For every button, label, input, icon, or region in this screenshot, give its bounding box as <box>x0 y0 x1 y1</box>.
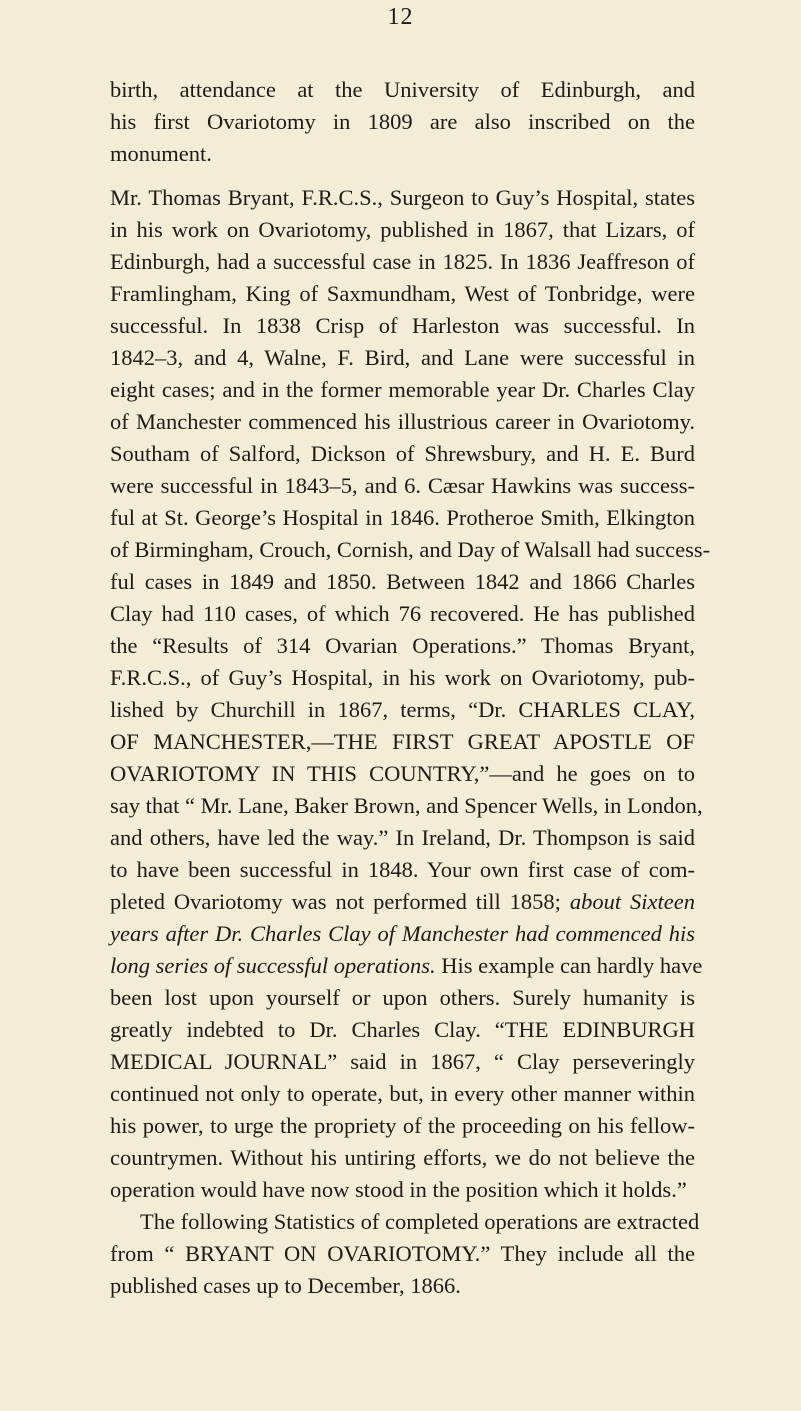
text-line: 1842–3, and 4, Walne, F. Bird, and Lane were successful in <box>110 345 695 370</box>
text-line: been lost upon yourself or upon others. Surely humanity is <box>110 985 695 1010</box>
text-line: MEDICAL JOURNAL” said in 1867, “ Clay perseveringly <box>110 1049 695 1074</box>
text-line <box>110 886 695 918</box>
text-line <box>110 918 695 950</box>
text-line: Mr. Thomas Bryant, F.R.C.S., Surgeon to Guy’s Hospital, states <box>110 185 695 210</box>
text-line: greatly indebted to Dr. Charles Clay. “THE EDINBURGH <box>110 1017 695 1042</box>
text-line: Edinburgh, had a successful case in 1825. In 1836 Jeaffreson of <box>110 249 695 274</box>
text-line: and others, have led the way.” In Ireland, Dr. Thompson is said <box>110 825 695 850</box>
text-line: ful at St. George’s Hospital in 1846. Protheroe Smith, Elkington <box>110 505 695 530</box>
text-line: from “ BRYANT ON OVARIOTOMY.” They include all the <box>110 1241 695 1266</box>
text-span: pleted Ovariotomy was not performed till 1858; <box>110 889 561 914</box>
text-span: His example can hardly have <box>441 953 703 978</box>
text-line: his first Ovariotomy in 1809 are also inscribed on the <box>110 109 695 134</box>
text-line: successful. In 1838 Crisp of Harleston was successful. In <box>110 313 695 338</box>
text-line: lished by Churchill in 1867, terms, “Dr. CHARLES CLAY, <box>110 697 695 722</box>
text-line: Southam of Salford, Dickson of Shrewsbury, and H. E. Burd <box>110 441 695 466</box>
text-line: F.R.C.S., of Guy’s Hospital, in his work on Ovariotomy, pub- <box>110 665 695 690</box>
text-line: countrymen. Without his untiring efforts, we do not believe the <box>110 1145 695 1170</box>
text-line: The following Statistics of completed operations are extracted <box>140 1209 700 1234</box>
text-line: Framlingham, King of Saxmundham, West of Tonbridge, were <box>110 281 695 306</box>
text-line: to have been successful in 1848. Your own first case of com- <box>110 857 695 882</box>
text-line: his power, to urge the propriety of the proceeding on his fellow- <box>110 1113 695 1138</box>
text-line: in his work on Ovariotomy, published in 1867, that Lizars, of <box>110 217 695 242</box>
text-line <box>110 950 703 982</box>
text-line: continued not only to operate, but, in every other manner within <box>110 1081 695 1106</box>
text-line: the “Results of 314 Ovarian Operations.” Thomas Bryant, <box>110 633 695 658</box>
text-line: birth, attendance at the University of Edinburgh, and <box>110 77 695 102</box>
text-line: monument. <box>110 141 212 166</box>
italic-span: years after Dr. Charles Clay of Manchester had commenced his <box>110 921 695 946</box>
text-line: OF MANCHESTER,—THE FIRST GREAT APOSTLE OF <box>110 729 695 754</box>
page-number: 12 <box>387 4 414 30</box>
italic-span: long series of successful operations. <box>110 953 436 978</box>
text-line: were successful in 1843–5, and 6. Cæsar Hawkins was success- <box>110 473 695 498</box>
text-line: say that “ Mr. Lane, Baker Brown, and Spencer Wells, in London, <box>110 793 703 818</box>
text-line: OVARIOTOMY IN THIS COUNTRY,”—and he goes on to <box>110 761 695 786</box>
text-line: Clay had 110 cases, of which 76 recovered. He has published <box>110 601 695 626</box>
text-line: ful cases in 1849 and 1850. Between 1842 and 1866 Charles <box>110 569 695 594</box>
text-line: operation would have now stood in the position which it holds.” <box>110 1177 687 1202</box>
text-line: of Manchester commenced his illustrious career in Ovariotomy. <box>110 409 695 434</box>
text-line: eight cases; and in the former memorable year Dr. Charles Clay <box>110 377 695 402</box>
text-line: of Birmingham, Crouch, Cornish, and Day of Walsall had success- <box>110 537 711 562</box>
text-line: published cases up to December, 1866. <box>110 1273 461 1298</box>
italic-span: about Sixteen <box>569 889 695 914</box>
